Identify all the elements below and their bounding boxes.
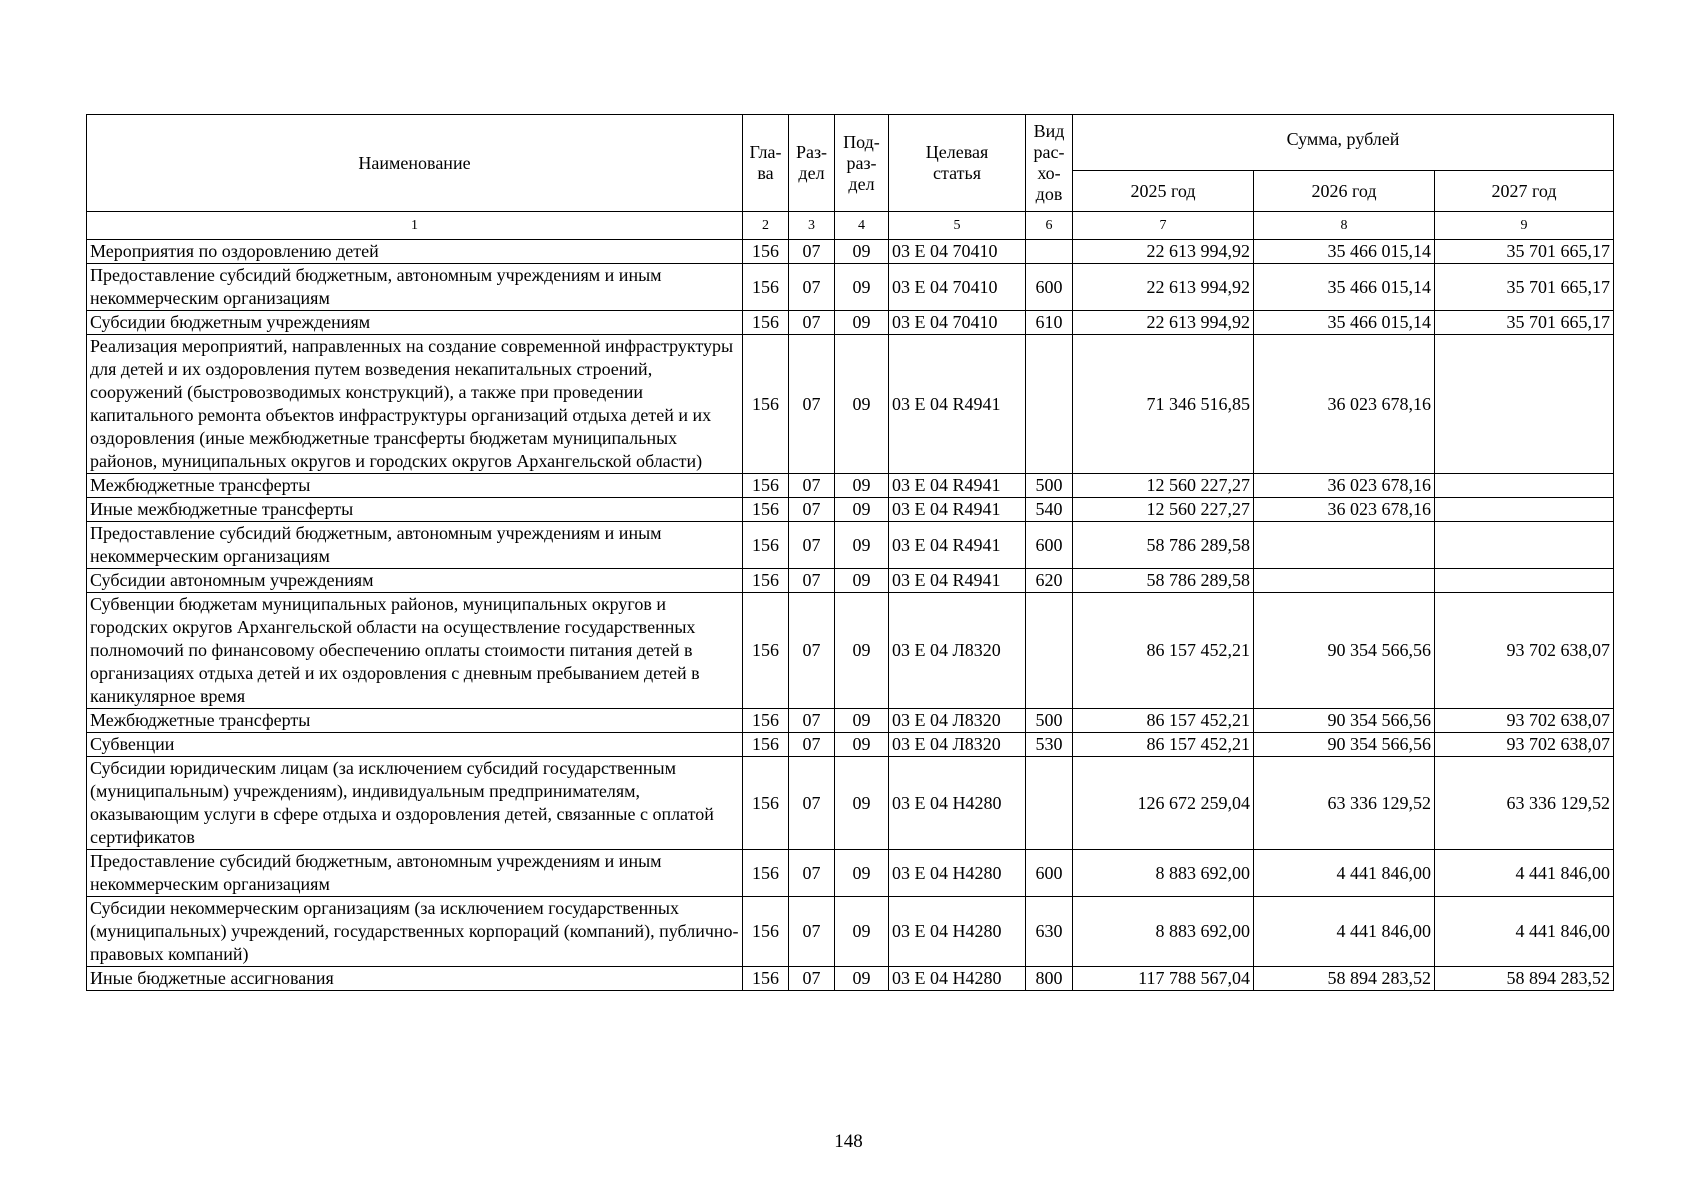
- row-name: Субсидии автономным учреждениям: [87, 569, 743, 593]
- row-target-article: 03 Е 04 70410: [889, 311, 1026, 335]
- row-podrazdel: 09: [835, 709, 889, 733]
- row-target-article: 03 Е 04 R4941: [889, 335, 1026, 474]
- row-sum-2027: 4 441 846,00: [1435, 897, 1614, 967]
- row-expense-type: 600: [1026, 264, 1073, 311]
- row-sum-2026: 35 466 015,14: [1254, 311, 1435, 335]
- column-number: 2: [743, 212, 789, 240]
- table-row: [87, 498, 1614, 522]
- header-target-article: Целевая статья: [889, 115, 1026, 212]
- row-expense-type: 610: [1026, 311, 1073, 335]
- row-sum-2026: 36 023 678,16: [1254, 498, 1435, 522]
- row-target-article: 03 Е 04 70410: [889, 240, 1026, 264]
- row-target-article: 03 Е 04 R4941: [889, 522, 1026, 569]
- row-razdel: 07: [789, 569, 835, 593]
- row-sum-2026: 90 354 566,56: [1254, 733, 1435, 757]
- table-row: [87, 709, 1614, 733]
- row-sum-2027: [1435, 474, 1614, 498]
- row-razdel: 07: [789, 240, 835, 264]
- row-podrazdel: 09: [835, 311, 889, 335]
- row-expense-type: 800: [1026, 967, 1073, 991]
- row-sum-2025: 22 613 994,92: [1073, 240, 1254, 264]
- row-razdel: 07: [789, 709, 835, 733]
- table-row: [87, 335, 1614, 474]
- header-year-2027: 2027 год: [1435, 171, 1614, 212]
- row-expense-type: [1026, 335, 1073, 474]
- row-sum-2025: 86 157 452,21: [1073, 709, 1254, 733]
- row-glava: 156: [743, 335, 789, 474]
- table-row: [87, 240, 1614, 264]
- row-sum-2025: 126 672 259,04: [1073, 757, 1254, 850]
- row-podrazdel: 09: [835, 569, 889, 593]
- row-target-article: 03 Е 04 Н4280: [889, 850, 1026, 897]
- row-target-article: 03 Е 04 Л8320: [889, 709, 1026, 733]
- table-row: [87, 593, 1614, 709]
- row-sum-2027: 58 894 283,52: [1435, 967, 1614, 991]
- row-target-article: 03 Е 04 Н4280: [889, 897, 1026, 967]
- row-sum-2027: 93 702 638,07: [1435, 733, 1614, 757]
- row-sum-2025: 22 613 994,92: [1073, 311, 1254, 335]
- row-glava: 156: [743, 311, 789, 335]
- budget-table: [86, 114, 1614, 991]
- row-razdel: 07: [789, 522, 835, 569]
- row-razdel: 07: [789, 335, 835, 474]
- row-target-article: 03 Е 04 70410: [889, 264, 1026, 311]
- row-expense-type: [1026, 240, 1073, 264]
- row-expense-type: 600: [1026, 850, 1073, 897]
- row-glava: 156: [743, 850, 789, 897]
- row-sum-2026: 4 441 846,00: [1254, 850, 1435, 897]
- row-name: Субсидии бюджетным учреждениям: [87, 311, 743, 335]
- row-expense-type: 630: [1026, 897, 1073, 967]
- page-number: 148: [834, 1131, 863, 1152]
- row-name: Предоставление субсидий бюджетным, автономным учреждениям и иным некоммерческим организациям: [87, 264, 743, 311]
- row-name: Субвенции бюджетам муниципальных районов, муниципальных округов и городских округов Архангельской области на осуществление государственных полномочий по финансовому обеспечению оплаты стоимости питания детей в организациях отдыха детей и их оздоровления с дневным пребыванием детей в каникулярное время: [87, 593, 743, 709]
- table-row: [87, 733, 1614, 757]
- row-podrazdel: 09: [835, 335, 889, 474]
- column-number: 3: [789, 212, 835, 240]
- row-glava: 156: [743, 569, 789, 593]
- row-podrazdel: 09: [835, 474, 889, 498]
- row-sum-2026: 36 023 678,16: [1254, 335, 1435, 474]
- row-sum-2025: 58 786 289,58: [1073, 569, 1254, 593]
- row-target-article: 03 Е 04 Л8320: [889, 733, 1026, 757]
- row-sum-2027: 93 702 638,07: [1435, 593, 1614, 709]
- row-expense-type: 620: [1026, 569, 1073, 593]
- row-glava: 156: [743, 967, 789, 991]
- row-podrazdel: 09: [835, 240, 889, 264]
- row-razdel: 07: [789, 967, 835, 991]
- row-sum-2027: [1435, 335, 1614, 474]
- row-sum-2027: [1435, 498, 1614, 522]
- row-glava: 156: [743, 757, 789, 850]
- row-sum-2025: 22 613 994,92: [1073, 264, 1254, 311]
- row-expense-type: [1026, 593, 1073, 709]
- row-sum-2027: 35 701 665,17: [1435, 311, 1614, 335]
- row-sum-2025: 8 883 692,00: [1073, 850, 1254, 897]
- row-name: Предоставление субсидий бюджетным, автономным учреждениям и иным некоммерческим организациям: [87, 850, 743, 897]
- row-name: Субсидии некоммерческим организациям (за исключением государственных (муниципальных) учреждений, государственных корпораций (компаний), публично-правовых компаний): [87, 897, 743, 967]
- row-sum-2027: 4 441 846,00: [1435, 850, 1614, 897]
- column-number: 6: [1026, 212, 1073, 240]
- row-sum-2025: 12 560 227,27: [1073, 498, 1254, 522]
- column-number: 5: [889, 212, 1026, 240]
- row-glava: 156: [743, 897, 789, 967]
- row-sum-2027: 93 702 638,07: [1435, 709, 1614, 733]
- row-razdel: 07: [789, 498, 835, 522]
- row-name: Межбюджетные трансферты: [87, 709, 743, 733]
- table-row: [87, 264, 1614, 311]
- row-podrazdel: 09: [835, 897, 889, 967]
- row-sum-2026: 4 441 846,00: [1254, 897, 1435, 967]
- row-sum-2026: 36 023 678,16: [1254, 474, 1435, 498]
- header-year-2026: 2026 год: [1254, 171, 1435, 212]
- row-sum-2025: 12 560 227,27: [1073, 474, 1254, 498]
- row-razdel: 07: [789, 311, 835, 335]
- row-glava: 156: [743, 498, 789, 522]
- row-podrazdel: 09: [835, 498, 889, 522]
- row-name: Межбюджетные трансферты: [87, 474, 743, 498]
- row-sum-2025: 86 157 452,21: [1073, 733, 1254, 757]
- header-sum: Сумма, рублей: [1073, 115, 1614, 171]
- row-name: Иные бюджетные ассигнования: [87, 967, 743, 991]
- table-row: [87, 967, 1614, 991]
- row-sum-2027: [1435, 569, 1614, 593]
- row-glava: 156: [743, 264, 789, 311]
- row-glava: 156: [743, 593, 789, 709]
- row-glava: 156: [743, 474, 789, 498]
- row-sum-2027: 35 701 665,17: [1435, 240, 1614, 264]
- row-sum-2026: 35 466 015,14: [1254, 264, 1435, 311]
- row-name: Мероприятия по оздоровлению детей: [87, 240, 743, 264]
- table-row: [87, 311, 1614, 335]
- row-sum-2026: 90 354 566,56: [1254, 593, 1435, 709]
- row-razdel: 07: [789, 897, 835, 967]
- row-target-article: 03 Е 04 Н4280: [889, 757, 1026, 850]
- row-podrazdel: 09: [835, 733, 889, 757]
- column-number: 1: [87, 212, 743, 240]
- row-expense-type: 500: [1026, 709, 1073, 733]
- row-sum-2026: [1254, 522, 1435, 569]
- row-sum-2025: 58 786 289,58: [1073, 522, 1254, 569]
- row-name: Иные межбюджетные трансферты: [87, 498, 743, 522]
- column-number: 7: [1073, 212, 1254, 240]
- row-expense-type: 530: [1026, 733, 1073, 757]
- row-target-article: 03 Е 04 Н4280: [889, 967, 1026, 991]
- row-target-article: 03 Е 04 R4941: [889, 569, 1026, 593]
- header-podrazdel: Под- раз- дел: [835, 115, 889, 212]
- row-expense-type: 500: [1026, 474, 1073, 498]
- row-glava: 156: [743, 733, 789, 757]
- table-row: [87, 522, 1614, 569]
- row-target-article: 03 Е 04 Л8320: [889, 593, 1026, 709]
- table-row: [87, 474, 1614, 498]
- column-number: 4: [835, 212, 889, 240]
- row-name: Субсидии юридическим лицам (за исключением субсидий государственным (муниципальным) учреждениям), индивидуальным предпринимателям, оказывающим услуги в сфере отдыха и оздоровления детей, связанные с оплатой сертификатов: [87, 757, 743, 850]
- row-razdel: 07: [789, 733, 835, 757]
- column-number-row: [87, 212, 1614, 240]
- row-sum-2027: 63 336 129,52: [1435, 757, 1614, 850]
- table-row: [87, 569, 1614, 593]
- row-sum-2026: 35 466 015,14: [1254, 240, 1435, 264]
- header-name: Наименование: [87, 115, 743, 212]
- header-razdel: Раз- дел: [789, 115, 835, 212]
- row-glava: 156: [743, 522, 789, 569]
- row-razdel: 07: [789, 757, 835, 850]
- row-expense-type: [1026, 757, 1073, 850]
- header-expense-type: Вид рас- хо- дов: [1026, 115, 1073, 212]
- column-number: 8: [1254, 212, 1435, 240]
- row-glava: 156: [743, 709, 789, 733]
- row-sum-2027: 35 701 665,17: [1435, 264, 1614, 311]
- row-expense-type: 600: [1026, 522, 1073, 569]
- row-razdel: 07: [789, 474, 835, 498]
- row-sum-2026: 63 336 129,52: [1254, 757, 1435, 850]
- header-year-2025: 2025 год: [1073, 171, 1254, 212]
- header-glava: Гла- ва: [743, 115, 789, 212]
- row-podrazdel: 09: [835, 757, 889, 850]
- row-sum-2026: 90 354 566,56: [1254, 709, 1435, 733]
- row-sum-2026: [1254, 569, 1435, 593]
- row-podrazdel: 09: [835, 850, 889, 897]
- row-target-article: 03 Е 04 R4941: [889, 498, 1026, 522]
- row-razdel: 07: [789, 593, 835, 709]
- column-number: 9: [1435, 212, 1614, 240]
- row-name: Субвенции: [87, 733, 743, 757]
- row-target-article: 03 Е 04 R4941: [889, 474, 1026, 498]
- row-sum-2025: 117 788 567,04: [1073, 967, 1254, 991]
- row-podrazdel: 09: [835, 264, 889, 311]
- row-glava: 156: [743, 240, 789, 264]
- row-sum-2025: 71 346 516,85: [1073, 335, 1254, 474]
- row-sum-2026: 58 894 283,52: [1254, 967, 1435, 991]
- row-razdel: 07: [789, 264, 835, 311]
- row-sum-2027: [1435, 522, 1614, 569]
- table-row: [87, 757, 1614, 850]
- row-sum-2025: 8 883 692,00: [1073, 897, 1254, 967]
- row-razdel: 07: [789, 850, 835, 897]
- table-row: [87, 897, 1614, 967]
- table-row: [87, 850, 1614, 897]
- row-name: Предоставление субсидий бюджетным, автономным учреждениям и иным некоммерческим организациям: [87, 522, 743, 569]
- row-expense-type: 540: [1026, 498, 1073, 522]
- row-podrazdel: 09: [835, 593, 889, 709]
- row-podrazdel: 09: [835, 967, 889, 991]
- row-sum-2025: 86 157 452,21: [1073, 593, 1254, 709]
- row-podrazdel: 09: [835, 522, 889, 569]
- row-name: Реализация мероприятий, направленных на создание современной инфраструктуры для детей и их оздоровления путем возведения некапитальных строений, сооружений (быстровозводимых конструкций), а также при проведении капитального ремонта объектов инфраструктуры организаций отдыха детей и их оздоровления (иные межбюджетные трансферты бюджетам муниципальных районов, муниципальных округов и городских округов Архангельской области): [87, 335, 743, 474]
